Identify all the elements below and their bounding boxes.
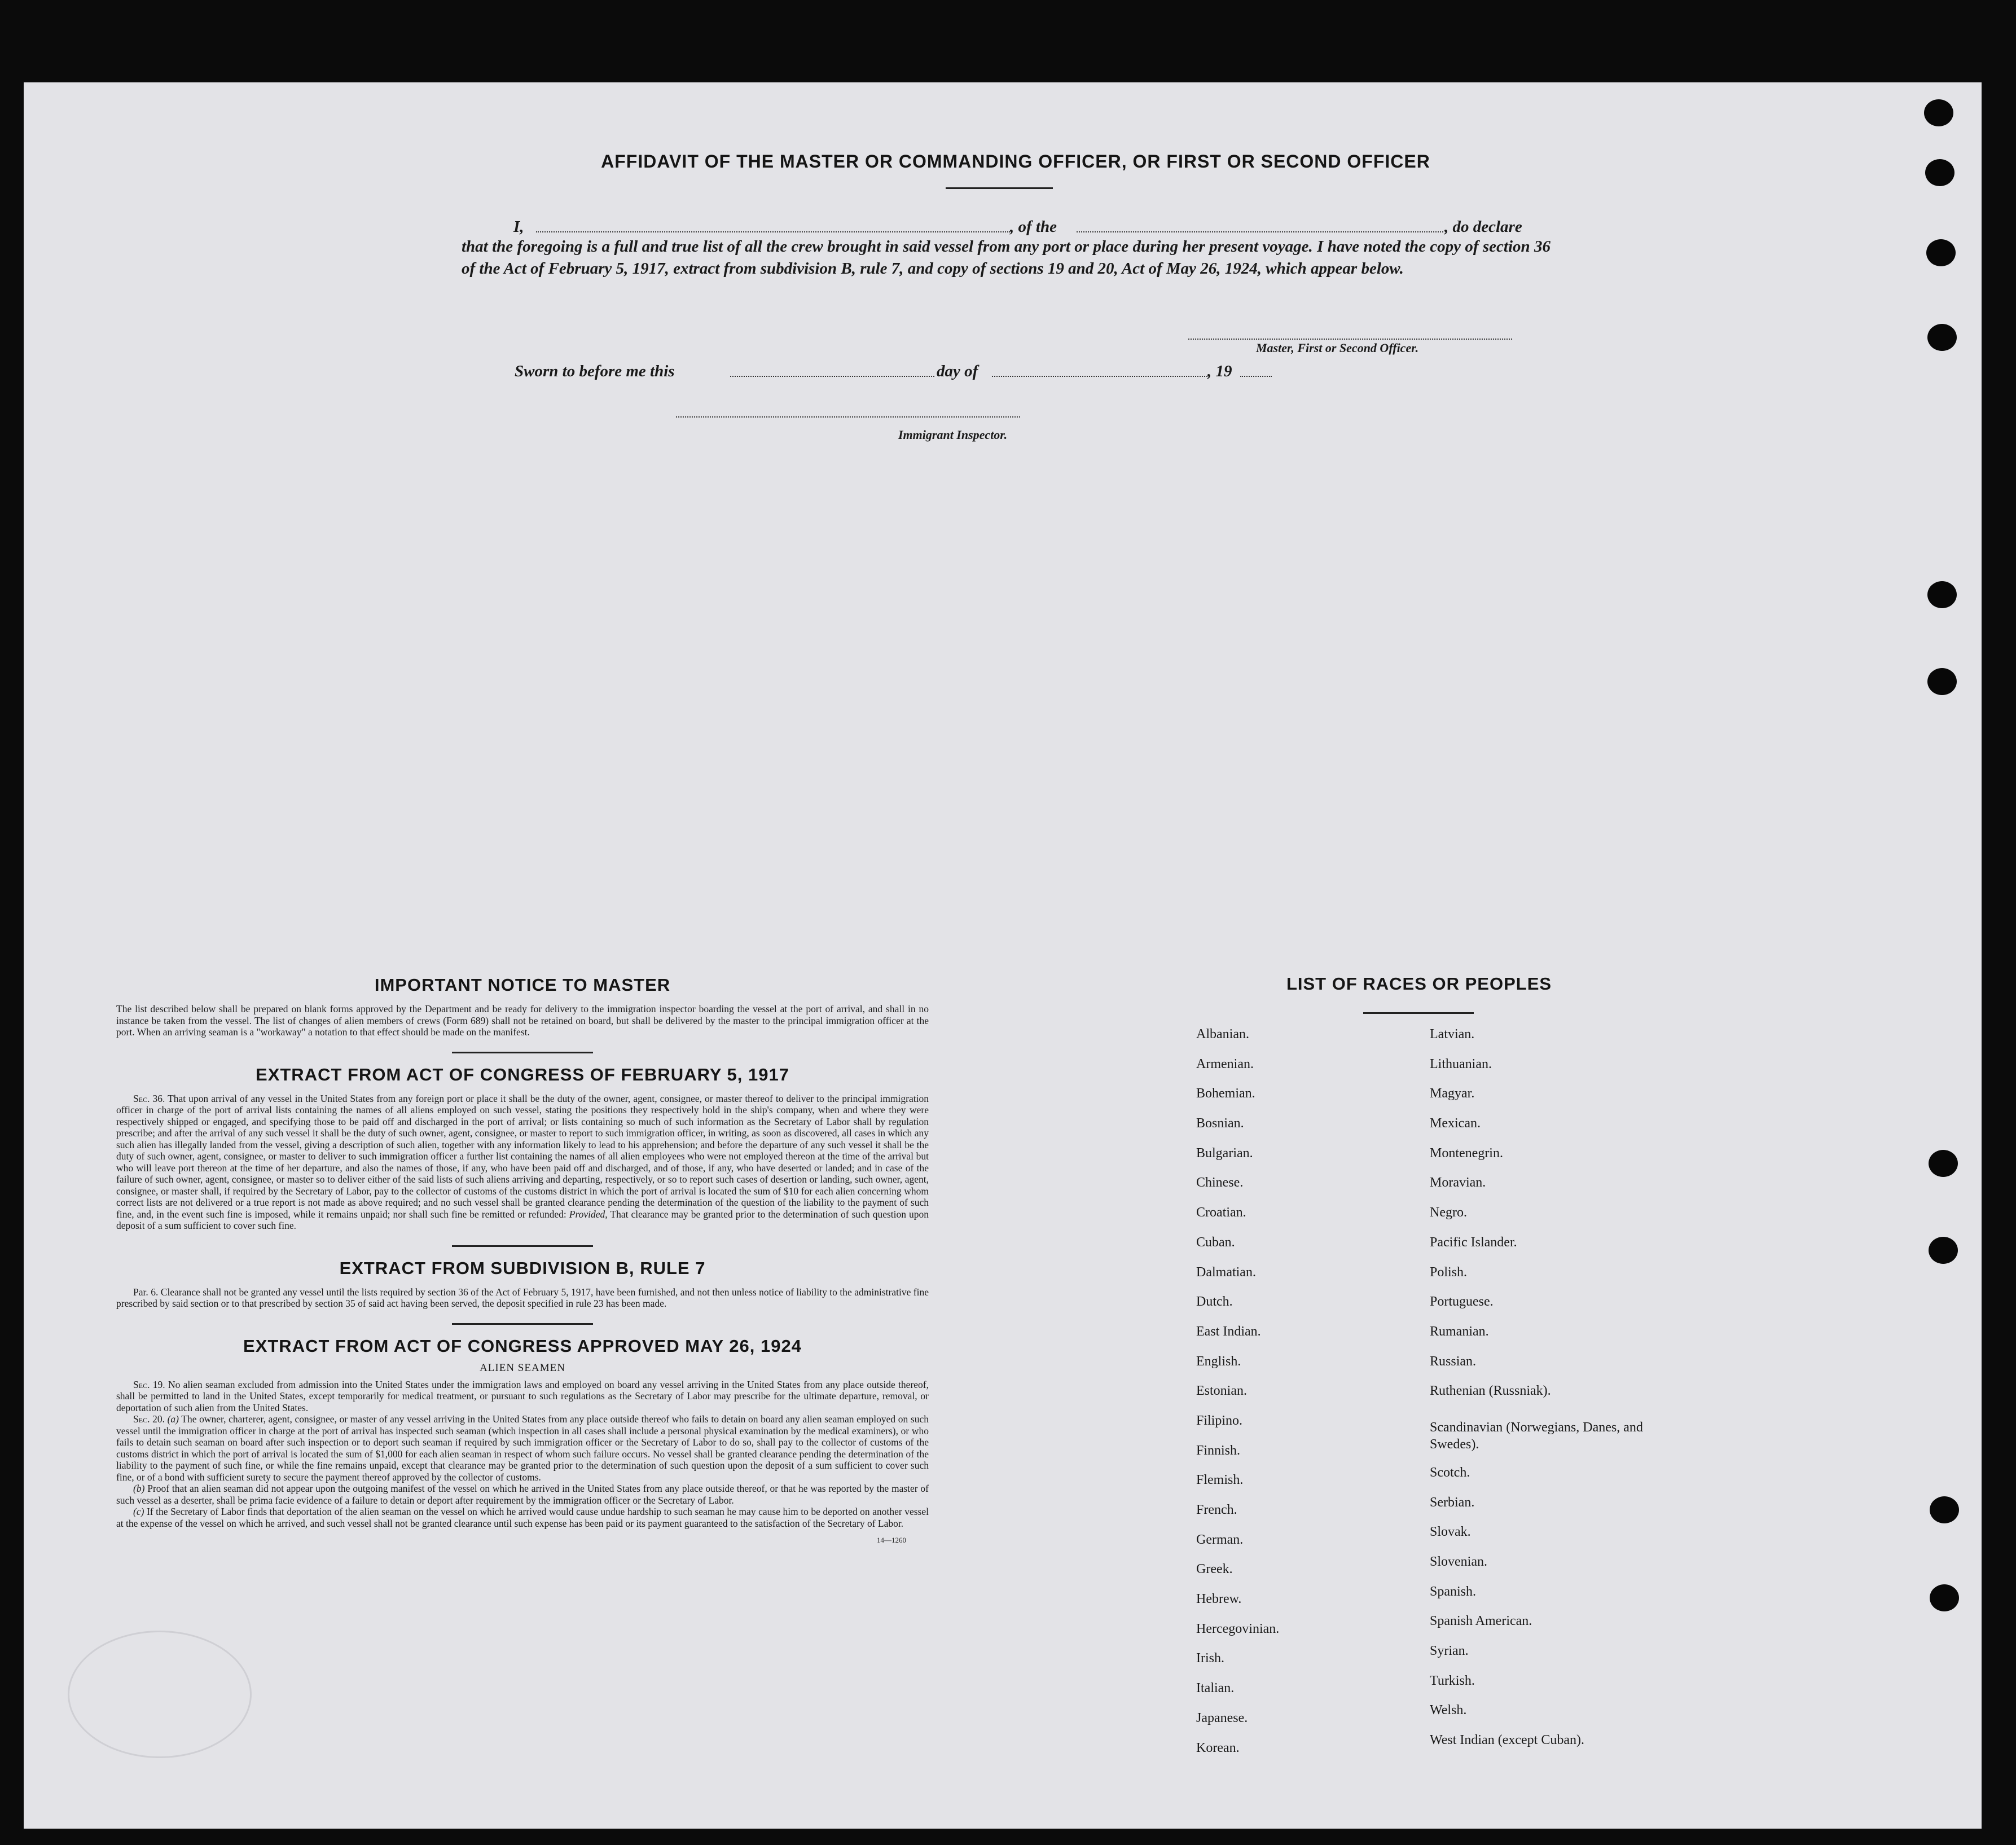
race-item: Greek. xyxy=(1196,1562,1233,1577)
year-label: , 19 xyxy=(1207,362,1232,380)
sworn-year-blank xyxy=(1240,376,1272,377)
section-20c-body: If the Secretary of Labor finds that deportation of the alien seaman on the vessel on which he arrived would cause undue hardship to such seaman he may cause him to be deported on another vessel at the expense of the vessel on which he arrived, and such vessel shall not be granted clearance until such expense has been paid or its payment guaranteed to the satisfaction of the Secretary of Labor. xyxy=(116,1506,929,1529)
race-item: Bosnian. xyxy=(1196,1116,1244,1131)
races-left-column xyxy=(1196,1027,1411,1770)
race-item: Bohemian. xyxy=(1196,1086,1255,1101)
race-item: Scotch. xyxy=(1430,1465,1470,1480)
rule-7-text xyxy=(116,1286,929,1310)
race-item: Dutch. xyxy=(1196,1294,1233,1310)
signature-label: Master, First or Second Officer. xyxy=(1256,341,1419,355)
sworn-month-blank xyxy=(992,376,1207,377)
extract-1924-title: EXTRACT FROM ACT OF CONGRESS APPROVED MAY 26, 1924 xyxy=(243,1336,802,1356)
section-20c-label: (c) xyxy=(133,1506,144,1517)
race-item: English. xyxy=(1196,1354,1241,1369)
race-item: Spanish American. xyxy=(1430,1614,1532,1629)
race-item: Latvian. xyxy=(1430,1027,1475,1042)
punch-hole xyxy=(1927,324,1957,351)
race-item: Magyar. xyxy=(1430,1086,1475,1101)
section-rule xyxy=(452,1052,593,1053)
punch-hole xyxy=(1930,1496,1959,1523)
section-rule xyxy=(452,1323,593,1325)
race-item: Dalmatian. xyxy=(1196,1264,1256,1280)
race-item: Ruthenian (Russniak). xyxy=(1430,1383,1551,1399)
legal-notices xyxy=(116,975,929,1545)
race-item: Bulgarian. xyxy=(1196,1145,1253,1161)
notice-title: IMPORTANT NOTICE TO MASTER xyxy=(374,975,671,995)
section-20b-body: Proof that an alien seaman did not appear upon the outgoing manifest of the vessel on which he arrived in the United States from any place outside thereof, or that he was reported by the master of such vessel as a deserter, shall be prima facie evidence of a failure to detain or deport after requirement by the immigration officer or the Secretary of Labor. xyxy=(116,1483,929,1506)
section-19-body: No alien seaman excluded from admission into the United States under the immigration laws and employed on board any vessel arriving in the United States from any place outside thereof, shall be permitted to land in the United States, except temporarily for medical treatment, or pursuant to such regulations as the Secretary of Labor may prescribe for the ultimate departure, removal, or deportation of such alien from the United States. xyxy=(116,1378,929,1413)
race-item: Spanish. xyxy=(1430,1584,1477,1599)
notice-text: The list described below shall be prepared on blank forms approved by the Department and be ready for delivery to the immigration inspector boarding the vessel at the port of arrival, and shall in no instance be taken from the vessel. The list of changes of alien members of crews (Form 689) shall not be retained on board, but shall be delivered by the master to the principal immigration officer at the port. When an arriving seaman is a "workaway" a notation to that effect should be made on the manifest. xyxy=(116,1003,929,1038)
race-item: Lithuanian. xyxy=(1430,1056,1492,1071)
races-right-column xyxy=(1430,1027,1723,1763)
section-20a-text xyxy=(116,1413,929,1483)
section-19-label: Sec. 19. xyxy=(133,1378,165,1390)
race-item: Russian. xyxy=(1430,1354,1477,1369)
form-number: 14—1260 xyxy=(877,1536,906,1544)
race-item: Slovak. xyxy=(1430,1525,1471,1540)
inspector-label: Immigrant Inspector. xyxy=(898,428,1008,442)
race-item: Flemish. xyxy=(1196,1473,1244,1488)
section-36-text xyxy=(116,1093,929,1232)
punch-hole xyxy=(1929,1150,1958,1177)
section-20a-label: (a) xyxy=(167,1413,179,1425)
race-item: Welsh. xyxy=(1430,1703,1467,1718)
section-20b-text xyxy=(116,1483,929,1506)
punch-hole xyxy=(1926,239,1956,266)
punch-hole xyxy=(1925,159,1954,186)
inspector-line xyxy=(676,416,1020,418)
race-item: Hercegovinian. xyxy=(1196,1621,1280,1636)
race-item: Albanian. xyxy=(1196,1027,1249,1042)
do-declare-label: , do declare xyxy=(1444,218,1522,236)
race-item: Mexican. xyxy=(1430,1116,1481,1131)
race-item: Rumanian. xyxy=(1430,1324,1489,1339)
race-item: Portuguese. xyxy=(1430,1294,1494,1310)
race-item: Irish. xyxy=(1196,1651,1224,1666)
race-item: French. xyxy=(1196,1503,1237,1517)
race-item: Polish. xyxy=(1430,1264,1468,1280)
provided-text: That clearance may be granted prior to the determination of such question upon deposit of a sum sufficient to cover such fine. xyxy=(116,1208,929,1231)
affidavit-title: AFFIDAVIT OF THE MASTER OR COMMANDING OFFICER, OR FIRST OR SECOND OFFICER xyxy=(601,151,1430,172)
vessel-blank xyxy=(1077,231,1443,232)
section-rule xyxy=(452,1245,593,1247)
race-item: Chinese. xyxy=(1196,1175,1244,1191)
i-label: I, xyxy=(513,218,524,236)
race-item: Croatian. xyxy=(1196,1205,1246,1220)
race-item: German. xyxy=(1196,1532,1244,1547)
declaration-text: that the foregoing is a full and true list of all the crew brought in said vessel from any port or place during her present voyage. I have noted the copy of section 36 of the Act of February 5, 1917, extract from subdivision B, rule 7, and copy of sections 19 and 20, Act of May 26, 1924, which appear below. xyxy=(462,238,1551,278)
seal-stamp xyxy=(68,1631,252,1758)
punch-hole xyxy=(1929,1237,1958,1264)
races-title: LIST OF RACES OR PEOPLES xyxy=(1286,974,1552,994)
race-item: Turkish. xyxy=(1430,1673,1475,1688)
race-item: Estonian. xyxy=(1196,1383,1247,1399)
provided-word: Provided, xyxy=(569,1208,608,1220)
race-item: Hebrew. xyxy=(1196,1592,1242,1607)
punch-hole xyxy=(1930,1584,1959,1611)
race-item: Filipino. xyxy=(1196,1413,1243,1428)
race-item: Moravian. xyxy=(1430,1175,1486,1191)
section-20-label: Sec. 20. xyxy=(133,1413,165,1425)
race-item: Japanese. xyxy=(1196,1710,1248,1725)
punch-hole xyxy=(1927,668,1957,695)
race-item: Syrian. xyxy=(1430,1644,1469,1659)
alien-seamen-subtitle: ALIEN SEAMEN xyxy=(480,1361,565,1374)
race-item: Pacific Islander. xyxy=(1430,1235,1517,1250)
day-of-label: day of xyxy=(937,362,978,380)
race-item: Scandinavian (Norwegians, Danes, and Swedes). xyxy=(1430,1420,1643,1452)
race-item: Cuban. xyxy=(1196,1235,1235,1250)
punch-hole xyxy=(1924,99,1953,126)
race-item: Serbian. xyxy=(1430,1495,1475,1510)
section-20b-label: (b) xyxy=(133,1483,145,1494)
paragraph-6-body: Clearance shall not be granted any vessel until the lists required by section 36 of the Act of February 5, 1917, have been furnished, and not then unless notice of liability to the administrative fine prescribed by said section or to that prescribed by section 35 of said act having been served, the deposit specified in rule 23 has been made. xyxy=(116,1286,929,1309)
title-rule xyxy=(946,187,1053,189)
sworn-day-blank xyxy=(730,376,934,377)
extract-rule7-title: EXTRACT FROM SUBDIVISION B, RULE 7 xyxy=(339,1258,706,1278)
race-item: West Indian (except Cuban). xyxy=(1430,1733,1584,1748)
race-item: Montenegrin. xyxy=(1430,1145,1503,1161)
punch-hole xyxy=(1927,581,1957,608)
sworn-label: Sworn to before me this xyxy=(515,362,675,380)
section-36-label: Sec. 36. xyxy=(133,1092,165,1104)
of-the-label: , of the xyxy=(1010,218,1057,236)
race-item: Korean. xyxy=(1196,1740,1240,1755)
extract-1917-title: EXTRACT FROM ACT OF CONGRESS OF FEBRUARY 5, 1917 xyxy=(256,1064,789,1084)
race-item: Italian. xyxy=(1196,1681,1235,1696)
section-36-body: That upon arrival of any vessel in the United States from any foreign port or place it shall be the duty of the owner, agent, consignee, or master thereof to deliver to the principal immigration officer in charge of the port of arrival lists containing the names of all aliens employed on such vessel, stating the positions they respectively hold in the ship's company, when and where they were respectively shipped or engaged, and specifying those to be paid off and discharged in the port of arrival; or lists containing so much of such information as the Secretary of Labor shall by regulation prescribe; and after the arrival of any such vessel it shall be the duty of such owner, agent, consignee, or master to report to such immigration officer, in writing, as soon as discovered, all cases in which any such alien has illegally landed from the vessel, giving a description of such alien, together with any information likely to lead to his apprehension; and before the departure of any such vessel it shall be the duty of such owner, agent, consignee, or master to deliver to such immigration officer a further list containing the names of all alien employees who were not employed thereon at the time of the arrival but who will leave port thereon at the time of her departure, and also the names of those, if any, who have been paid off and discharged, and of those, if any, who have deserted or landed; and in case of the failure of such owner, agent, consignee, or master so to deliver either of the said lists of such aliens arriving and departing, respectively, or so to report such cases of desertion or landing, such owner, agent, consignee, or master shall, if required by the Secretary of Labor, pay to the collector of customs of the customs district in which the port of arrival is located the sum of $10 for each alien concerning whom correct lists are not delivered or a true report is not made as above required; and no such vessel shall be granted clearance pending the determination of the question of the liability to the payment of such fine, and, in the event such fine is imposed, while it remains unpaid; nor shall such fine be remitted or refunded: xyxy=(116,1092,929,1220)
race-item: Armenian. xyxy=(1196,1056,1254,1071)
name-blank xyxy=(536,231,1010,232)
races-title-rule xyxy=(1363,1012,1474,1014)
signature-line xyxy=(1188,339,1512,340)
paragraph-6-label: Par. 6. xyxy=(133,1286,159,1298)
section-19-text xyxy=(116,1379,929,1414)
race-item: Slovenian. xyxy=(1430,1554,1487,1569)
section-20c-text xyxy=(116,1506,929,1529)
section-20a-body: The owner, charterer, agent, consignee, or master of any vessel arriving in the United States from any place outside thereof who fails to detain on board any alien seaman employed on such vessel until the immigration officer in charge at the port of arrival has inspected such seaman (which inspection in all cases shall include a personal physical examination by the medical examiners), or who fails to detain such seaman on board after such inspection or to deport such seaman if required by such immigration officer or the Secretary of Labor to do so, shall pay to the collector of customs of the customs district in which the port of arrival is located the sum of $1,000 for each alien seaman in respect of whom such failure occurs. No vessel shall be granted clearance pending the determination of the liability to the payment of such fine, or while the fine remains unpaid, except that clearance may be granted prior to the determination of such question upon the deposit of a sum sufficient to cover such fine, or of a bond with sufficient surety to secure the payment thereof approved by the collector of customs. xyxy=(116,1413,929,1483)
race-item: Negro. xyxy=(1430,1205,1467,1220)
race-item: East Indian. xyxy=(1196,1324,1261,1339)
race-item: Finnish. xyxy=(1196,1443,1241,1458)
